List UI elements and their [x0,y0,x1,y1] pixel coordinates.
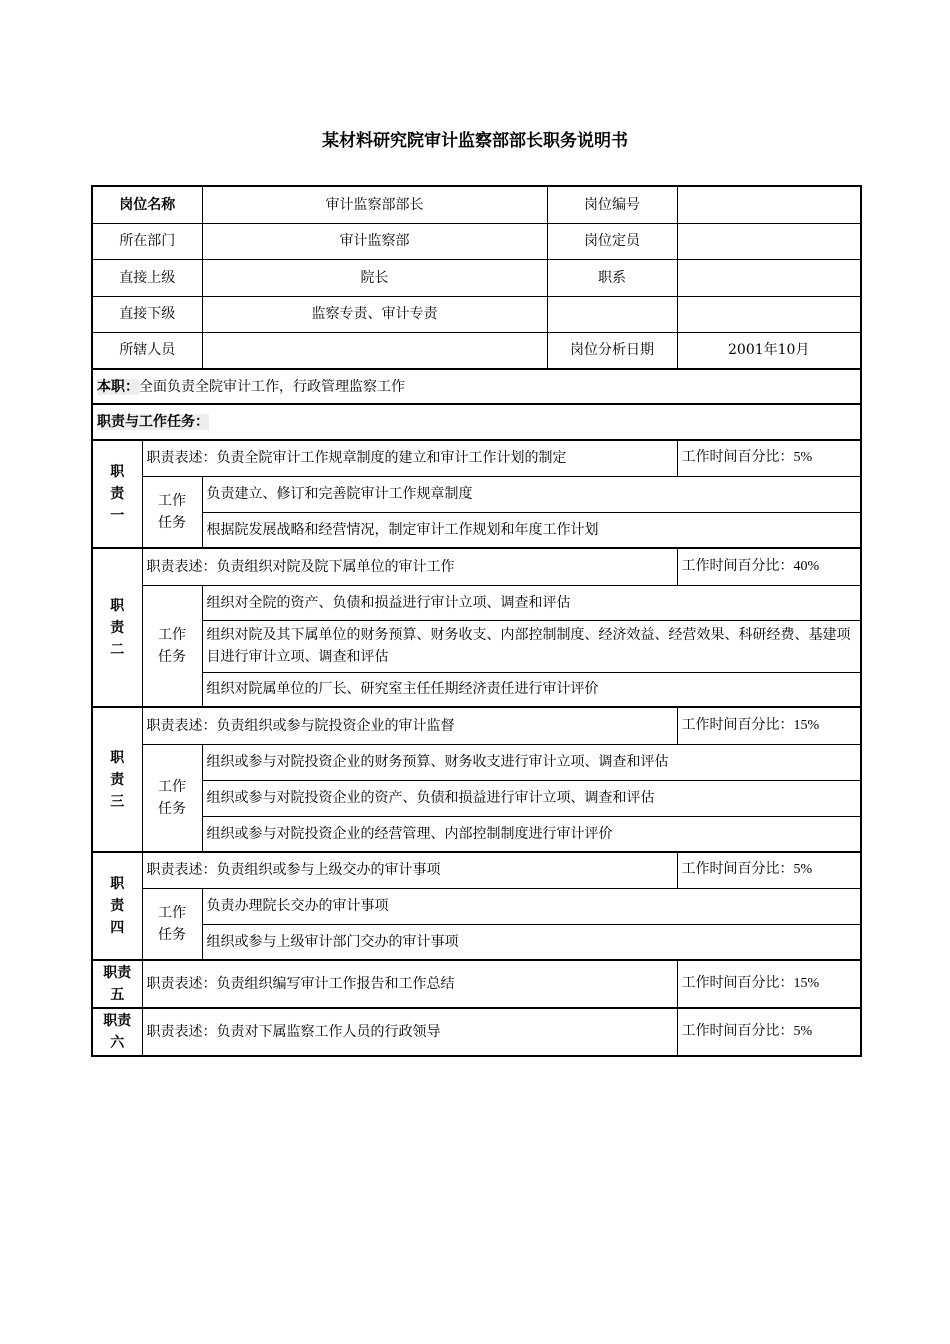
staff-value [202,332,547,369]
task-label: 工作任务 [142,888,202,960]
task-item: 组织或参与对院投资企业的资产、负债和损益进行审计立项、调查和评估 [202,780,861,816]
duty-label: 职责一 [92,440,142,548]
task-item: 根据院发展战略和经营情况，制定审计工作规划和年度工作计划 [202,512,861,548]
staff-label: 所辖人员 [92,332,202,369]
job-family-value [677,259,861,296]
task-item: 负责建立、修订和完善院审计工作规章制度 [202,476,861,512]
duty-statement: 职责表述：负责组织对院及院下属单位的审计工作 [142,548,677,585]
subordinate-empty [547,296,677,332]
duty-time-percent: 工作时间百分比：5% [677,1008,861,1056]
position-code-value [677,186,861,223]
task-item: 组织或参与对院投资企业的经营管理、内部控制制度进行审计评价 [202,816,861,852]
duty-statement: 职责表述：负责组织或参与上级交办的审计事项 [142,852,677,888]
duty-time-percent: 工作时间百分比：5% [677,852,861,888]
subordinate-value: 监察专责、审计专责 [202,296,547,332]
analysis-date-value: 2001年10月 [677,332,861,369]
duty-statement: 职责表述：负责对下属监察工作人员的行政领导 [142,1008,677,1056]
task-item: 组织或参与对院投资企业的财务预算、财务收支进行审计立项、调查和评估 [202,744,861,780]
headcount-value [677,223,861,259]
task-item: 负责办理院长交办的审计事项 [202,888,861,924]
duty-statement: 职责表述：负责组织或参与院投资企业的审计监督 [142,707,677,744]
subordinate-label: 直接下级 [92,296,202,332]
task-label: 工作任务 [142,585,202,707]
duty-label: 职责五 [92,960,142,1008]
duty-time-percent: 工作时间百分比：15% [677,960,861,1008]
task-item: 组织或参与上级审计部门交办的审计事项 [202,924,861,960]
duties-heading: 职责与工作任务： [97,414,209,430]
duty-time-percent: 工作时间百分比：15% [677,707,861,744]
superior-label: 直接上级 [92,259,202,296]
task-item: 组织对全院的资产、负债和损益进行审计立项、调查和评估 [202,585,861,620]
job-family-label: 职系 [547,259,677,296]
headcount-label: 岗位定员 [547,223,677,259]
duties-heading-row [92,404,861,440]
document-title: 某材料研究院审计监察部部长职务说明书 [322,131,628,151]
task-label: 工作任务 [142,744,202,852]
duty-statement: 职责表述：负责全院审计工作规章制度的建立和审计工作计划的制定 [142,440,677,476]
task-label: 工作任务 [142,476,202,548]
analysis-date-label: 岗位分析日期 [547,332,677,369]
duty-label: 职责二 [92,548,142,707]
position-code-label: 岗位编号 [547,186,677,223]
duty-time-percent: 工作时间百分比：5% [677,440,861,476]
department-label: 所在部门 [92,223,202,259]
core-duty-row [92,369,861,404]
core-duty-text: 全面负责全院审计工作，行政管理监察工作 [139,378,405,395]
task-item: 组织对院属单位的厂长、研究室主任任期经济责任进行审计评价 [202,672,861,707]
job-description-table [91,185,862,1057]
department-value: 审计监察部 [202,223,547,259]
duty-label: 职责三 [92,707,142,852]
duty-label: 职责四 [92,852,142,960]
position-name-label: 岗位名称 [92,186,202,223]
subordinate-empty-2 [677,296,861,332]
core-duty-label: 本职： [97,378,139,395]
duty-time-percent: 工作时间百分比：40% [677,548,861,585]
duty-label: 职责六 [92,1008,142,1056]
position-name-value: 审计监察部部长 [202,186,547,223]
task-item: 组织对院及其下属单位的财务预算、财务收支、内部控制制度、经济效益、经营效果、科研经费、基建项目进行审计立项、调查和评估 [202,620,861,672]
superior-value: 院长 [202,259,547,296]
duty-statement: 职责表述：负责组织编写审计工作报告和工作总结 [142,960,677,1008]
